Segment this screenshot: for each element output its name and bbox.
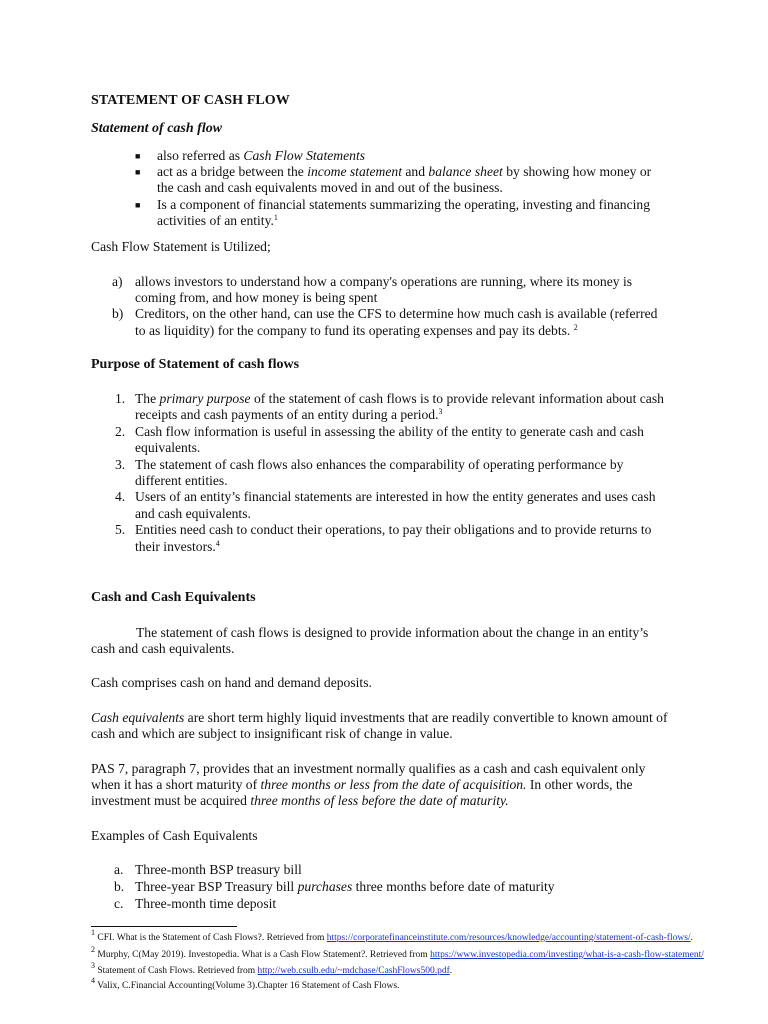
page-title: STATEMENT OF CASH FLOW	[91, 93, 290, 108]
footnote: $^3$ Statement of Cash Flows. Retrieved from http://web.csulb.edu/~mdchase/CashFlows500.pdf.	[91, 961, 453, 976]
list-item: allows investors to understand how a company's operations are running, where its money is	[135, 274, 633, 289]
examples-heading: Examples of Cash Equivalents	[91, 828, 258, 843]
footnote-link[interactable]: https://corporatefinanceinstitute.com/resources/knowledge/accounting/statement-of-cash-flows/	[326, 933, 691, 943]
paragraph: Cash comprises cash on hand and demand deposits.	[91, 675, 372, 690]
list-marker: b.	[114, 879, 125, 894]
footnote-ref[interactable]: 1	[273, 213, 278, 222]
list-marker: 5.	[115, 522, 126, 537]
section-subtitle: Statement of cash flow	[91, 121, 223, 136]
list-item-continuation: to as liquidity) for the company to fund its operating expenses and pay its debts. $^2$	[135, 323, 578, 338]
paragraph: Cash equivalents are short term highly liquid investments that are readily convertible to known amount of	[91, 710, 668, 725]
footnote-ref[interactable]: 4	[215, 539, 220, 548]
list-item-continuation: equivalents.	[135, 440, 201, 455]
list-item: The primary purpose of the statement of cash flows is to provide relevant information about cash	[135, 391, 664, 406]
bullet-marker: ■	[135, 151, 141, 161]
list-marker: 2.	[115, 424, 126, 439]
list-item: Three-year BSP Treasury bill purchases three months before date of maturity	[135, 879, 555, 894]
footnote-ref[interactable]: 3	[438, 407, 443, 416]
bullet-item-continuation: activities of an entity.$^1$	[157, 213, 278, 228]
bullet-marker: ■	[135, 167, 141, 177]
list-marker: 3.	[115, 457, 126, 472]
list-marker: a)	[112, 274, 123, 289]
paragraph-continuation: cash and which are subject to insignificant risk of change in value.	[91, 726, 453, 741]
list-marker: a.	[114, 862, 124, 877]
utilized-heading: Cash Flow Statement is Utilized;	[91, 239, 271, 254]
footnote: $^4$ Valix, C.Financial Accounting(Volume 3).Chapter 16 Statement of Cash Flows.	[91, 976, 400, 991]
footnote-link[interactable]: http://web.csulb.edu/~mdchase/CashFlows500.pdf	[257, 966, 450, 976]
footnote-separator	[91, 926, 237, 927]
paragraph-continuation: when it has a short maturity of three months or less from the date of acquisition. In other words, the	[91, 777, 633, 792]
list-item: Entities need cash to conduct their operations, to pay their obligations and to provide returns to	[135, 522, 652, 537]
list-item: Creditors, on the other hand, can use the CFS to determine how much cash is available (referred	[135, 306, 658, 321]
paragraph: The statement of cash flows is designed to provide information about the change in an entity’s	[136, 625, 649, 640]
list-item-continuation: receipts and cash payments of an entity during a period.$^3$	[135, 407, 443, 422]
paragraph: PAS 7, paragraph 7, provides that an investment normally qualifies as a cash and cash equivalent only	[91, 761, 646, 776]
paragraph-continuation: investment must be acquired three months of less before the date of maturity.	[91, 793, 509, 808]
list-item: Users of an entity’s financial statements are interested in how the entity generates and uses cash	[135, 489, 656, 504]
footnote-ref[interactable]: 2	[573, 323, 578, 332]
bullet-item: Is a component of financial statements summarizing the operating, investing and financing	[157, 197, 651, 212]
list-item-continuation: coming from, and how money is being spent	[135, 290, 378, 305]
cce-heading: Cash and Cash Equivalents	[91, 590, 256, 605]
list-item: Cash flow information is useful in assessing the ability of the entity to generate cash and cash	[135, 424, 644, 439]
list-marker: 4.	[115, 489, 126, 504]
list-marker: b)	[112, 306, 124, 321]
bullet-item: act as a bridge between the income statement and balance sheet by showing how money or	[157, 164, 652, 179]
paragraph-continuation: cash and cash equivalents.	[91, 641, 235, 656]
list-item: The statement of cash flows also enhances the comparability of operating performance by	[135, 457, 624, 472]
list-item-continuation: and cash equivalents.	[135, 506, 251, 521]
list-item-continuation: different entities.	[135, 473, 228, 488]
footnote-link[interactable]: https://www.investopedia.com/investing/what-is-a-cash-flow-statement/	[430, 950, 704, 960]
list-item: Three-month time deposit	[135, 896, 277, 911]
footnote: $^1$ CFI. What is the Statement of Cash Flows?. Retrieved from https://corporatefinanceinstitute.com/resources/knowledge/accounting/statement-of-cash-flows/.	[91, 928, 693, 943]
list-marker: c.	[114, 896, 124, 911]
list-item-continuation: their investors.$^4$	[135, 539, 220, 554]
bullet-marker: ■	[135, 200, 141, 210]
list-item: Three-month BSP treasury bill	[135, 862, 302, 877]
list-marker: 1.	[115, 391, 126, 406]
bullet-item: also referred as Cash Flow Statements	[157, 148, 366, 163]
purpose-heading: Purpose of Statement of cash flows	[91, 357, 300, 372]
bullet-item-continuation: the cash and cash equivalents moved in and out of the business.	[157, 180, 503, 195]
footnote: $^2$ Murphy, C(May 2019). Investopedia. What is a Cash Flow Statement?. Retrieved from https://www.investopedia.com/investing/what-is-a-cash-flow-statement/	[91, 945, 704, 960]
